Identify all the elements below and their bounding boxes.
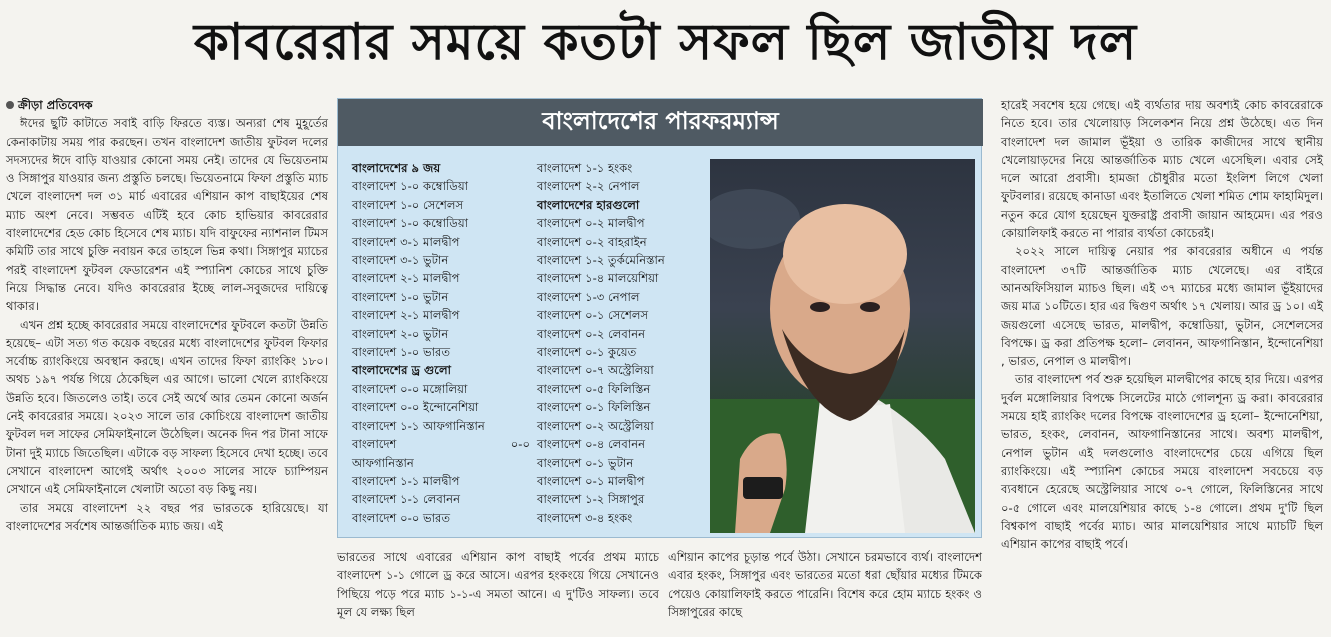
result-row-split [352, 435, 530, 453]
result-row: বাংলাদেশ ০-১ ফিলিস্তিন [537, 400, 651, 415]
result-row-cont: আফগানিস্তান [352, 455, 414, 470]
right-column [1001, 96, 1323, 553]
result-row: বাংলাদেশ ১-২ সিঙ্গাপুর [537, 492, 645, 507]
result-row: বাংলাদেশ ১-০ কম্বোডিয়া [352, 179, 469, 194]
results-list-left [352, 159, 530, 527]
paragraph: তার সময়ে বাংলাদেশ ২২ বছর পর ভারতকে হারিয়েছে। যা বাংলাদেশের সর্বশেষ আন্তর্জাতিক ম্যাচ জয়। এই [6, 500, 328, 533]
paragraph: ঈদের ছুটি কাটাতে সবাই বাড়ি ফিরতে ব্যস্ত। অন্যরা শেষ মুহূর্তের কেনাকাটায় সময় পার করছেন। তখন বাংলাদেশ জাতীয় ফুটবল দলের সদস্যদের ঈদে বাড়ি যাওয়ার কোনো সময় নেই। তাদের যে ভিয়েতনাম ও সিঙ্গাপুর যাওয়ার জন্য প্রস্তুতি চলছে। ভিয়েতনামে ফিফা প্রস্তুতি ম্যাচ খেলে বাংলাদেশ দল ৩১ মার্চ এবারের এশিয়ান কাপ বাছাইয়ের শেষ ম্যাচ অংশ নেবে। সম্ভবত এটিই হবে কোচ হাভিয়ার কাবরেরার বাংলাদেশের হেড কোচ হিসেবে শেষ ম্যাচ। যদি বাফুফের ন্যাশনাল টিমস কমিটি তার সাথে চুক্তি নবায়ন করে তাহলে ভিন্ন কথা। সিঙ্গাপুর ম্যাচের পরই বাংলাদেশ ফুটবল ফেডারেশন এই স্প্যানিশ কোচের সাথে চুক্তি নিয়ে সিদ্ধান্ত নেবে। যদিও কাবরেরার ইচ্ছে লাল-সবুজদের দায়িত্বে থাকার। [6, 116, 328, 314]
result-row: বাংলাদেশ ২-১ মালদ্বীপ [352, 271, 460, 286]
headline: কাবরেরার সময়ে কতটা সফল ছিল জাতীয় দল [193, 12, 1138, 71]
left-column [6, 96, 328, 535]
draws-header: বাংলাদেশের ড্র গুলো [352, 363, 451, 378]
result-row: বাংলাদেশ ৩-১ মালদ্বীপ [352, 234, 460, 249]
byline [6, 96, 328, 114]
performance-box [337, 98, 982, 538]
result-row: বাংলাদেশ ০-১ সেশেলস [537, 308, 649, 323]
result-row: বাংলাদেশ ১-১ আফগানিস্তান [352, 418, 485, 433]
result-row: বাংলাদেশ ১-৩ নেপাল [537, 289, 640, 304]
result-row: বাংলাদেশ ০-১ মালদ্বীপ [537, 473, 645, 488]
result-row: বাংলাদেশ ০-০ ইন্দোনেশিয়া [352, 400, 479, 415]
bullet-icon [6, 101, 14, 109]
result-row: বাংলাদেশ ৩-৪ হংকং [537, 510, 633, 525]
coach-photo [710, 159, 975, 533]
result-row: বাংলাদেশ ০-৪ লেবানন [537, 437, 646, 452]
result-row: বাংলাদেশ ২-১ মালদ্বীপ [352, 308, 460, 323]
result-row: বাংলাদেশ ০-৫ ফিলিস্তিন [537, 381, 651, 396]
coach-illustration [710, 159, 975, 533]
result-row: বাংলাদেশ ১-২ তুর্কমেনিস্তান [537, 253, 665, 268]
result-row: বাংলাদেশ ০-০ ভারত [352, 510, 451, 525]
result-row: বাংলাদেশ ০-০ মঙ্গোলিয়া [352, 381, 468, 396]
result-row: বাংলাদেশ ২-২ নেপাল [537, 179, 640, 194]
result-row: বাংলাদেশ ৩-১ ভুটান [352, 253, 449, 268]
wins-header: বাংলাদেশের ৯ জয় [352, 161, 441, 175]
losses-header: বাংলাদেশের হারগুলো [537, 197, 640, 212]
bottom-text-b: এশিয়ান কাপের চূড়ান্ত পর্বে উঠা। সেখানে চরমভাবে ব্যর্থ। বাংলাদেশ এবার হংকং, সিঙ্গাপুর এবং ভারতের মতো ধরা ছোঁয়ার মধ্যের টিমকে পেয়েও কোয়ালিফাই করতে পারেনি। বিশেষ করে হোম ম্যাচে হংকং ও সিঙ্গাপুরের কাছে [668, 550, 982, 619]
result-row: বাংলাদেশ ০-২ অস্ট্রেলিয়া [537, 418, 654, 433]
result-row: বাংলাদেশ ১-০ সেশেলস [352, 197, 464, 212]
result-row: বাংলাদেশ ০-২ মালদ্বীপ [537, 216, 645, 231]
paragraph: তার বাংলাদেশ পর্ব শুরু হয়েছিল মালদ্বীপের কাছে হার দিয়ে। এরপর দুর্বল মঙ্গোলিয়ার বিপক্ষে সিলেটের মাঠে গোলশূন্য ড্র করা। কাবরেরার সময়ে হাই র‌্যাংকিং দলের বিপক্ষে বাংলাদেশের ড্র হলো– ইন্দোনেশিয়া, ভারত, হংকং, লেবানন, আফগানিস্তানের সাথে। অবশ্য মালদ্বীপ, নেপাল ভুটান এই দলগুলোও বাংলাদেশের চেয়ে এগিয়ে ছিল র‌্যাংকিংয়ে। এই স্প্যানিশ কোচের সময়ে বাংলাদেশ সবচেয়ে বড় ব্যবধানে হেরেছে অস্ট্রেলিয়ার সাথে ০-৭ গোলে, ফিলিস্তিনের সাথে ০-৫ গোলে এবং মালয়েশিয়ার কাছে ১-৪ গোলে। প্রথম দু'টি ছিল বিশ্বকাপ বাছাই পর্বের ম্যাচ। আর মালয়েশিয়ার সাথে ম্যাচটি ছিল এশিয়ান কাপের বাছাই পর্বে। [1001, 372, 1323, 552]
results-list-right [537, 159, 707, 527]
team-left: বাংলাদেশ [352, 437, 397, 452]
result-row: বাংলাদেশ ১-১ লেবানন [352, 492, 461, 507]
paragraph: ২০২২ সালে দায়িত্ব নেয়ার পর কাবরেরার অধীনে এ পর্যন্ত বাংলাদেশ ৩৭টি আন্তর্জাতিক ম্যাচ খেলেছে। এর বাইরে আনঅফিসিয়াল ম্যাচও ছিল। এই ৩৭ ম্যাচের মধ্যে জামাল ভূঁইয়াদের জয় মাত্র ১০টিতে। হার এর দ্বিগুণ অর্থাৎ ১৭ খেলায়। আর ড্র ১০। এই জয়গুলো এসেছে ভারত, মালদ্বীপ, কম্বোডিয়া, ভুটান, সেশেলসের বিপক্ষে। ড্র করা প্রতিপক্ষ হলো– লেবানন, আফগানিস্তান, ইন্দোনেশিয়া , ভারত, নেপাল ও মালদ্বীপ। [1001, 244, 1323, 369]
result-row: বাংলাদেশ ০-২ লেবানন [537, 326, 646, 341]
byline-text: ক্রীড়া প্রতিবেদক [18, 98, 93, 112]
score: ০-০ [510, 437, 530, 452]
result-row: বাংলাদেশ ১-৪ মালয়েশিয়া [537, 271, 659, 286]
result-row: বাংলাদেশ ০-১ কুয়েত [537, 345, 637, 360]
result-row: বাংলাদেশ ০-১ ভুটান [537, 455, 634, 470]
result-row: বাংলাদেশ ১-০ কম্বোডিয়া [352, 216, 469, 231]
result-row: বাংলাদেশ ১-১ হংকং [537, 161, 633, 175]
bottom-text-a: ভারতের সাথে এবারের এশিয়ান কাপ বাছাই পর্বের প্রথম ম্যাচে বাংলাদেশ ১-১ গোলে ড্র করে আসে। এরপর হংকংয়ে গিয়ে সেখানেও পিছিয়ে পড়ে পরে ম্যাচ ১-১-এ সমতা আনে। এ দু'টিও সাফল্য। তবে মূল যে লক্ষ্য ছিল [337, 550, 659, 619]
paragraph: হারেই সবশেষ হয়ে গেছে। এই ব্যর্থতার দায় অবশ্যই কোচ কাবরেরাকে নিতে হবে। তার খেলোয়াড় সিলেকশন নিয়ে প্রশ্ন উঠেছে। এত দিন বাংলাদেশ দল জামাল ভূঁইয়া ও তারিক কাজীদের সাথে স্থানীয় খেলোয়াড়দের নিয়ে আন্তর্জাতিক ম্যাচ খেলে এসেছিল। এবার সেই দলে আরো প্রবাসী। হামজা চৌধুরীর মতো ইংলিশ লিগে খেলা ফুটবলার। রয়েছে কানাডা এবং ইতালিতে খেলা শমিত শোম ফাহামিদুল। নতুন করে যোগ হয়েছেন যুক্তরাষ্ট্র প্রবাসী জায়ান আহমেদ। এর পরও কোয়ালিফাই করতে না পারার ব্যর্থতা কোচেরই। [1001, 98, 1323, 241]
result-row: বাংলাদেশ ১-০ ভুটান [352, 289, 449, 304]
result-row: বাংলাদেশ ০-৭ অস্ট্রেলিয়া [537, 363, 654, 378]
result-row: বাংলাদেশ ১-০ ভারত [352, 345, 451, 360]
box-title: বাংলাদেশের পারফরম্যান্স [338, 99, 983, 146]
result-row: বাংলাদেশ ২-০ ভুটান [352, 326, 449, 341]
result-row: বাংলাদেশ ০-২ বাহরাইন [537, 234, 647, 249]
result-row: বাংলাদেশ ১-১ মালদ্বীপ [352, 473, 460, 488]
paragraph: এখন প্রশ্ন হচ্ছে কাবরেরার সময়ে বাংলাদেশের ফুটবলে কতটা উন্নতি হয়েছে– এটা সত্য গত কয়েক বছরের মধ্যে বাংলাদেশের ফুটবল ফিফার সর্বোচ্চ র‌্যাংকিংয়ে অবস্থান করছে। এখন তাদের ফিফা র‌্যাংকিং ১৮০। অথচ ১৯৭ পর্যন্ত গিয়ে ঠেকেছিল এর আগে। ভালো খেলে র‌্যাংকিংয়ে উন্নতি হবে। জিতলেও তাই। তবে সেই অর্থে আর তেমন কোনো অর্জন নেই কাবরেরার সময়ে। ২০২৩ সালে তার কোচিংয়ে বাংলাদেশ জাতীয় ফুটবল দল সাফের সেমিফাইনালে উঠেছিল। অনেক দিন পর টানা সাফে টানা দুই ম্যাচে জিতেছিল। এটাকে বড় সাফল্য হিসেবে দেখা হচ্ছে। তবে সেখানে বাংলাদেশ আগেই অর্থাৎ ২০০৩ সালের সাফে চ্যাম্পিয়ন সেখানে এই সেমিফাইনালে খেলাটা অতো বড় কিছু নয়। [6, 317, 328, 497]
